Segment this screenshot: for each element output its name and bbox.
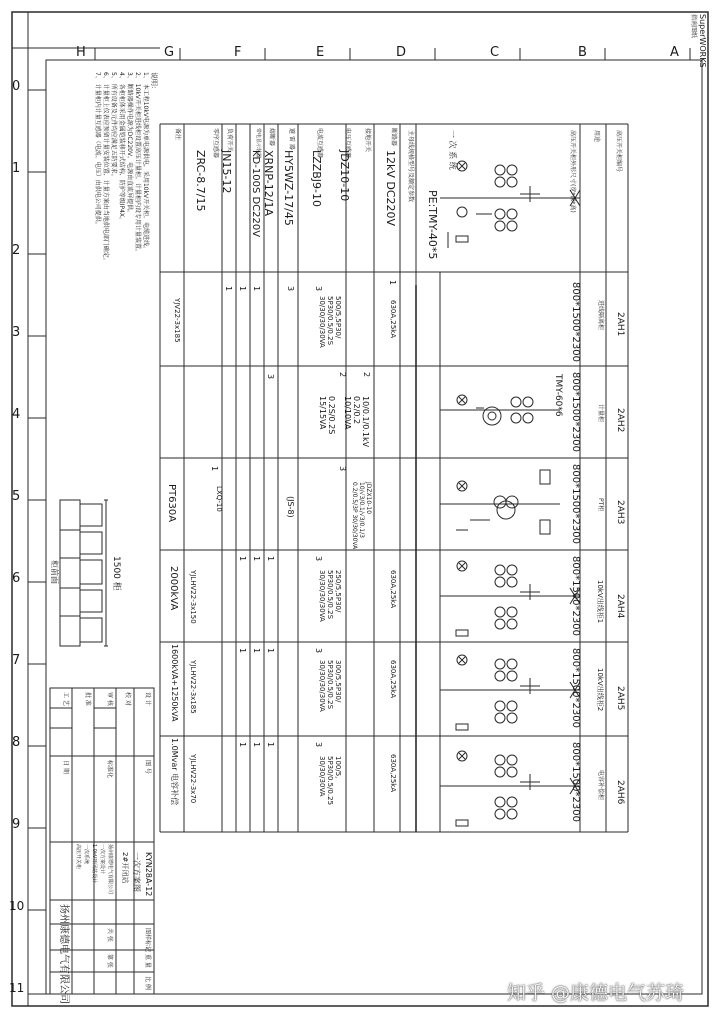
title-company-line: 高压开关柜 [75,844,81,870]
cabinet-vt: JDZX10-10 10/√3/0.1/√3/0.1/3 0.2/0.5/3P 30/30/30VA [351,482,372,550]
row-header-breaker: 断路器 [390,128,397,147]
row-header-arrester: 避 雷 器 [288,128,295,150]
cabinet-capacity: 1600kVA+1250kVA [170,644,179,722]
corner-label: SuperWORKS [698,14,707,68]
cabinet-size: 800*1500*2300 [570,282,581,362]
title-company-line: 扬州康德电气有限公司 [107,844,113,895]
frame-col-letter: H [76,45,86,60]
row-header-usage: 用途 [593,130,600,143]
notes-title: 说明: [150,72,158,89]
frame-row-number: 7 [12,653,21,668]
cabinet-qty: 1 [238,742,247,748]
row-header-cable: 备注 [174,128,181,141]
note-item: 4、 各柜柜体采用金属铠装移开式结构，防护等级IP4X。 [118,72,125,224]
cabinet-cable: YJLHV22-3x150 [189,570,197,624]
row-header-fuse: 熔断器 [268,128,275,147]
frame-row-number: 5 [12,489,21,504]
cabinet-size: 800*1500*2300 [570,742,581,822]
cabinet-ct: 0.2S/0.2S 15/15VA [318,396,336,435]
ferrite-spec: ZRC-8.7/15 [194,150,207,212]
indicator-spec: KD-100S DC220V [250,150,261,238]
cabinet-cable: YJLHV22-3x185 [189,660,197,714]
cabinet-no: 2AH6 [615,780,625,805]
front-view-width: 1500 柜 [111,556,121,591]
cabinet-qty: 1 [266,556,275,562]
title-right-label: 比 例 [144,976,151,990]
frame-row-number: 9 [12,817,21,832]
title-field: 审 核 [106,692,113,706]
title-sheet: 2#开闭站 [121,852,129,884]
cabinet-no: 2AH5 [615,686,625,711]
cabinet-no: 2AH4 [615,594,625,619]
cabinet-qty: 1 [252,286,261,292]
cabinet-size: 800*1500*2300 [570,464,581,544]
frame-row-number: 3 [12,325,21,340]
cabinet-no: 2AH2 [615,408,625,433]
note-item: 2、 10kV开关柜进线柜设置高压计量柜，计量柜内设专用计量装置。 [134,72,141,255]
cabinet-qty: 3 [266,374,275,380]
cabinet-ct: 100/5, 5P30/0.5/0.25 30/30/30VA [318,756,342,806]
frame-col-letter: F [234,45,242,60]
cabinet-qty: 1 [252,556,261,562]
cabinet-capacity: 2000kVA [168,566,179,611]
frame-col-letter: A [670,45,679,60]
title-company-line: 一次方案设计 [99,844,105,875]
frame-col-letter: B [578,45,587,60]
frame-col-letter: C [490,45,500,60]
title-company-line: 一次系统 [83,844,89,865]
title-field: 批 准 [84,692,91,706]
cabinet-qty: 1 [388,280,397,286]
cabinet-qty: 1 [252,648,261,654]
cabinet-ferrite-note: (JS-8) [286,496,295,518]
frame-row-number: 10 [9,899,25,913]
note-item: 3、 断路器操作电源为DC220V，电源由直流屏提供。 [126,72,133,217]
cabinet-ct: 300/5,5P30/ 5P30/0.5/0.2S 30/30/30/30VA [318,660,342,712]
cabinet-size: 800*1500*2300 [570,372,581,452]
title-field: 校 对 [124,692,131,706]
cabinet-qty: 1 [252,742,261,748]
title-right-label: 第 张 [106,954,113,968]
cabinet-load: LXQ-10 [215,486,223,512]
title-field: 工 艺 [62,692,69,706]
cabinet-use: 计量柜 [597,404,604,423]
cabinet-ct-qty: 3 [314,742,323,748]
frame-row-number: 6 [12,571,21,586]
cabinet-ct-qty: 3 [314,648,323,654]
cabinet-no: 2AH1 [615,312,625,337]
title-field: 设 计 [144,692,151,706]
cabinet-cable: PT630A [166,484,177,523]
row-header-cabinet-no: 高压开关柜编号 [615,130,622,173]
title-field: 图 号 [144,760,151,774]
row-header-earth: 接地开关 [364,128,371,153]
cabinet-arr-qty: 3 [286,286,295,292]
cabinet-ct: 500/5,5P30/ 5P30/0.5/0.2S 30/30/30/30VA [318,296,342,348]
title-project: KYN28A-12 [144,852,153,897]
busbar-tag: 主母线规格型号及额定参数 [407,130,414,203]
row-header-sld: 一 次 系 统 [448,130,457,170]
cabinet-breaker: 630A,25kA [389,754,397,793]
ct-spec: LZZBJ9-10 [310,150,323,207]
cabinet-ct-qty: 3 [314,556,323,562]
row-header-ct: 电流互感器 [316,128,323,159]
cabinet-busbar: TMY-60*6 [553,374,563,417]
title-right-label: 图样标记 [144,928,151,953]
cabinet-size: 800*1500*2300 [570,648,581,728]
row-header-load-switch: 负荷开关 [226,128,233,153]
frame-col-letter: D [396,45,407,60]
row-header-size: 高压开关柜外形尺寸(宽*深*高) [569,130,576,213]
row-header-vt: 电压互感器 [344,128,351,159]
title-field: 标准化 [106,760,113,779]
cabinet-vt-qty: 2 [362,372,371,378]
cabinet-ct: 250/5,5P30/ 5P30/0.5/0.2S 30/30/30/30VA [318,570,342,622]
cabinet-use: PT柜 [597,498,604,512]
title-drawing: 一次方案图 [132,852,141,892]
cabinet-cable: YJV22-3x185 [173,298,181,343]
cabinet-ct-qty: 2 [338,372,347,378]
pe-busbar: PE:TMY-40*5 [426,190,439,260]
row-header-indicator: 带电显示装置 [255,128,261,159]
cabinet-qty: 1 [266,648,275,654]
note-item: 6、 计量柜上仪表应预留计量安装位置，计量方案由当地供电部门确定。 [102,72,109,264]
cabinet-qty: 1 [224,286,233,292]
title-company-line: 1.0kV开闭站设计 [91,844,97,884]
note-item: 7、 计量柜内计量互感器（电流、电压）由供电公司提供。 [94,72,101,228]
title-right-label: 共 张 [106,928,113,942]
cabinet-breaker: 630A,25kA [389,570,397,609]
vt-spec: JDZ10-10 [338,150,351,202]
cabinet-qty: 1 [210,466,219,472]
cabinet-capacity: 1.0Mvar 电容补偿 [170,738,179,806]
cabinet-vt: 10/0.1/0.1kV 0.2/0.2 10/10VA [343,396,370,448]
cabinet-use: 电容补偿柜 [597,770,604,801]
title-field: 日 期 [62,760,69,774]
frame-row-number: 4 [12,407,21,422]
frame-row-number: 1 [12,161,21,176]
row-header-ferrite: 零序互感器 [212,128,219,159]
frame-row-number: 8 [12,735,21,750]
cabinet-qty: 1 [238,286,247,292]
cabinet-breaker: 630A,25kA [389,660,397,699]
cabinet-cable: YJLHV22-3x70 [189,754,197,804]
frame-row-number: 2 [12,243,21,258]
title-right-label: 重 量 [144,954,151,968]
load-switch-spec: JN15-12 [220,150,233,194]
cabinet-use: 进线隔离柜 [597,300,604,331]
frame-col-letter: E [316,45,325,60]
cabinet-qty: 1 [266,742,275,748]
breaker-spec: 12kV DC220V [384,150,397,227]
frame-col-letter: G [164,45,175,60]
title-company: 扬州康德电气有限公司 [58,904,69,1004]
cabinet-ct-qty: 3 [314,286,323,292]
cabinet-use: 10kV出线柜2 [596,668,604,712]
cabinet-qty: 1 [238,556,247,562]
cabinet-qty: 1 [238,648,247,654]
corner-sub: 指南图纸 [690,14,697,39]
cabinet-breaker: 630A,25kA [389,300,397,339]
cabinet-no: 2AH3 [615,500,625,525]
front-view-label: 柜前面 [50,560,59,584]
cabinet-vt-qty: 3 [338,466,347,472]
frame-row-number: 0 [12,79,21,94]
cabinet-size: 800*1500*2300 [570,556,581,636]
fuse-spec: XRNP-12/1A [262,150,275,216]
note-item: 5、 所有设备及元件均应满足五防要求。 [110,72,117,180]
note-item: 1、 本工程10kV电源为单电源供电，采用10kV开关柜，电缆进线。 [142,72,149,253]
watermark: 知乎 @康德电气苏琦 [506,982,684,1004]
arrester-spec: HY5WZ-17/45 [282,150,295,226]
cabinet-use: 10kV出线柜1 [596,580,604,624]
frame-row-number: 11 [9,981,25,995]
